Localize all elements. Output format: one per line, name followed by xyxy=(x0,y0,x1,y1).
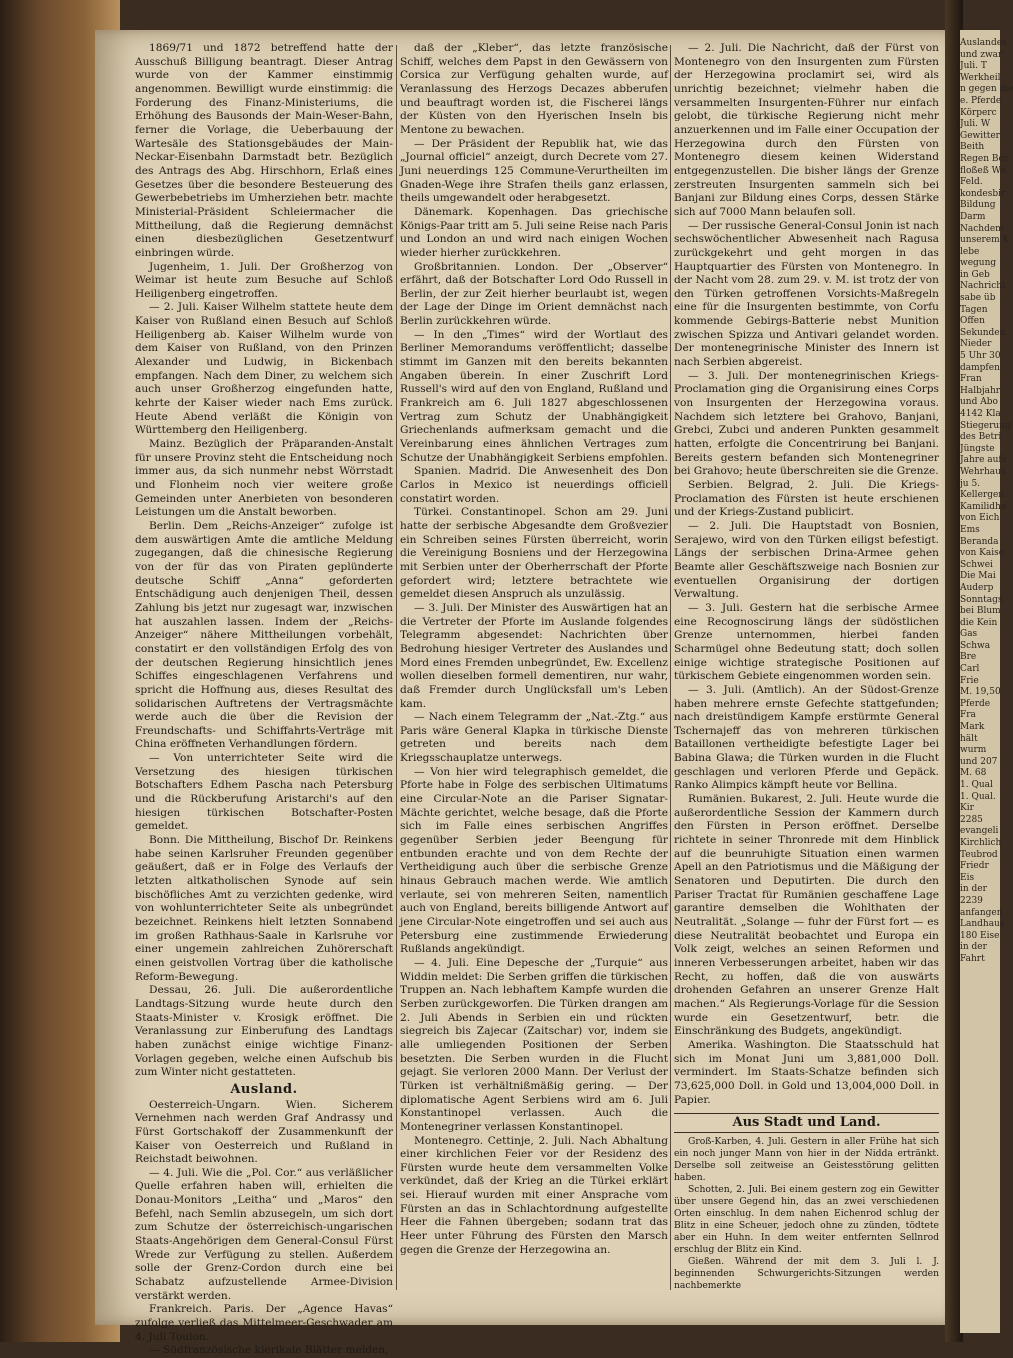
margin-fragment: in der xyxy=(960,884,987,895)
article-paragraph: Türkei. Constantinopel. Schon am 29. Juni hatte der serbische Abgesandte dem Großvezier ein Schreiben seines Fürsten überreicht, worin die Vereinigung Bosniens und der Herzegowina mit Serbien unter der Oberherrschaft der Pforte gefordert wird; letztere betrachtete wie gemeldet diesen Anspruch als unzulässig. xyxy=(400,506,668,601)
article-paragraph: — 4. Juli. Eine Depesche der „Turquie“ aus Widdin meldet: Die Serben griffen die türkischen Truppen an. Nach lebhaftem Kampfe wurden die Serben zurückgeworfen. Die Türken drangen am 2. Juli Abends in Serbien ein und rückten siegreich bis Zajecar (Zaitschar) vor, indem sie alle umliegenden Positionen der Serben besetzten. Die Serben wurden in die Flucht gejagt. Sie verloren 2000 Mann. Der Verlust der Türken ist verhältnißmäßig gering. — Der diplomatische Agent Serbiens wird am 6. Juli Konstantinopel verlassen. Auch die Montenegriner verlassen Konstantinopel. xyxy=(400,956,668,1133)
article-paragraph: Montenegro. Cettinje, 2. Juli. Nach Abhaltung einer kirchlichen Feier vor der Residenz des Fürsten wurde heute dem versammelten Volke verkündet, daß der Krieg an die Türkei erklärt sei. Hierauf wurden mit einer Ansprache vom Fürsten an das in Schlachtordnung aufgestellte Heer die Fahnen übergeben; sodann trat das Heer unter Führung des Fürsten den Marsch gegen die Grenze der Herzegowina an. xyxy=(400,1134,668,1256)
margin-fragment: 2239 xyxy=(960,895,983,906)
column-3 xyxy=(674,42,939,1292)
margin-fragment: von Kaise xyxy=(960,548,1005,559)
margin-fragment: Fra xyxy=(960,710,976,721)
margin-fragment: Landhaus xyxy=(960,919,1005,930)
margin-fragment: Kellergen xyxy=(960,490,1005,501)
margin-fragment: und Abo xyxy=(960,397,998,408)
margin-fragment: Teubrod xyxy=(960,849,998,860)
article-paragraph: Bonn. Die Mittheilung, Bischof Dr. Reinkens habe seinen Karlsruher Freunden gegenüber geäußert, daß er in Folge des Verlaufs der letzten altkatholischen Synode auf sein bischöfliches Amt zu verzichten gedenke, wird von wohlunterrichteter Seite als unbegründet bezeichnet. Reinkens hielt letzten Sonnabend im großen Rathhaus-Saale in Karlsruhe vor einer ungemein zahlreichen Zuhörerschaft einen geistvollen Vortrag über die katholische Reform-Bewegung. xyxy=(135,834,393,983)
margin-fragment: 4142 Kla xyxy=(960,409,1001,419)
margin-fragment: 2285 xyxy=(960,814,983,825)
margin-fragment: Bre xyxy=(960,652,977,663)
article-paragraph: 1869/71 und 1872 betreffend hatte der Ausschuß Billigung beantragt. Dieser Antrag wurde von der Kammer einstimmig angenommen. Bewilligt wurde einstimmig: die Forderung des Finanz-Ministeriums, die Erhöhung des Bausonds der Main-Weser-Bahn, ferner die Vorlage, die Ueberbauung der Wartesäle des Stationsgebäudes der Main-Neckar-Eisenbahn Darmstadt betr. Bezüglich des Antrags des Abg. Hirschhorn, Erlaß eines Gesetzes über die besondere Besteuerung des Gewerbebetriebs im Umherziehen betr. machte Ministerial-Präsident Schleiermacher die Mittheilung, daß die Regierung demnächst einen diesbezüglichen Gesetzentwurf einbringen würde. xyxy=(135,42,393,259)
margin-fragment: kondesbir xyxy=(960,188,1006,199)
article-paragraph: Berlin. Dem „Reichs-Anzeiger“ zufolge ist dem auswärtigen Amte die amtliche Meldung zugegangen, daß die chinesische Regierung von der für das von Piraten geplünderte deutsche Schiff „Anna“ geforderten Entschädigung auch denjenigen Theil, dessen Zahlung bis jetzt nur zugesagt war, inzwischen hat auszahlen lassen. Indem der „Reichs-Anzeiger“ nähere Mittheilungen vorbehält, constatirt er den vollständigen Erfolg des von der deutschen Regierung hinsichtlich jenes Schiffes eingeschlagenen Verfahrens und spricht die Hoffnung aus, dieses Resultat des solidarischen Auftretens der Vertragsmächte werde auch die über die Revision der Freundschafts- und Schiffahrts-Verträge mit China eröffneten Verhandlungen fördern. xyxy=(135,519,393,751)
column-rule xyxy=(670,45,671,1290)
margin-fragment: ju 5. xyxy=(960,478,981,489)
margin-fragment: 1. Qual. xyxy=(960,791,996,802)
margin-fragment: von Eich xyxy=(960,513,1000,524)
margin-fragment: des Betri xyxy=(960,432,1002,443)
article-paragraph: — Der Präsident der Republik hat, wie das „Journal officiel“ anzeigt, durch Decrete vom 27. Juni neuerdings 125 Commune-Verurtheilten im Gnaden-Wege ihre Strafen theils ganz erlassen, theils umgewandelt oder herabgesetzt. xyxy=(400,137,668,205)
margin-fragment: bei Blum xyxy=(960,606,1001,617)
margin-fragment: Frie xyxy=(960,675,979,686)
margin-fragment: Kirchlich xyxy=(960,837,1002,848)
article-paragraph: Mainz. Bezüglich der Präparanden-Anstalt für unsere Provinz steht die Entscheidung noch immer aus, da sich nunmehr nebst Wörrstadt und Flonheim noch vier weitere große Gemeinden unter Anerbieten von besonderen Leistungen um die Anstalt beworben. xyxy=(135,438,393,519)
margin-fragment: Juli. T xyxy=(960,61,987,72)
article-paragraph: — 2. Juli. Die Hauptstadt von Bosnien, Serajewo, wird von den Türken eiligst befestigt. Längs der serbischen Drina-Armee gehen Beamte aller Geschäftszweige nach Bosnien zur eventuellen Organisirung der dortigen Verwaltung. xyxy=(674,519,939,601)
margin-fragment: Auslandes xyxy=(960,38,1007,48)
margin-fragment: dampfen xyxy=(960,362,1000,373)
article-paragraph: Gießen. Während der mit dem 3. Juli l. J. beginnenden Schwurgerichts-Sitzungen werden nachbemerkte xyxy=(674,1255,939,1291)
margin-fragment: Ems xyxy=(960,524,980,535)
margin-fragment: Die Mai xyxy=(960,571,996,582)
margin-fragment: Mark xyxy=(960,722,985,733)
article-paragraph: — 4. Juli. Wie die „Pol. Cor.“ aus verläßlicher Quelle erfahren haben will, erhielten die Donau-Monitors „Leitha“ und „Maros“ den Befehl, nach Semlin abzusegeln, um sich dort zum Schutze der österreichisch-ungarischen Staats-Angehörigen dem General-Consul Fürst Wrede zur Verfügung zu stellen. Außerdem solle der Grenz-Cordon durch eine bei Schabatz aufzustellende Armee-Division verstärkt werden. xyxy=(135,1166,393,1302)
margin-fragment: hält xyxy=(960,733,978,744)
margin-fragment: Friedr xyxy=(960,861,989,872)
margin-fragment: Carl xyxy=(960,664,980,675)
margin-fragment: und zwar xyxy=(960,49,1003,60)
margin-fragment: sabe üb xyxy=(960,293,996,304)
margin-fragment: Gas xyxy=(960,629,978,640)
article-paragraph: — 2. Juli. Die Nachricht, daß der Fürst von Montenegro von den Insurgenten zum Fürsten der Herzegowina proclamirt sei, wird als unrichtig bezeichnet; vielmehr haben die versammelten Insurgenten-Führer nur einfach gelobt, die türkische Regierung nicht mehr anzuerkennen und im Falle einer Occupation der Herzegowina durch den Fürsten von Montenegro diesem keinen Widerstand entgegenzustellen. Die bisher längs der Grenze zerstreuten Insurgenten sammeln sich bei Banjani zur Bildung eines Corps, dessen Stärke sich auf 7000 Mann belaufen soll. xyxy=(674,42,939,218)
margin-fragment: Darm xyxy=(960,211,986,222)
margin-fragment: wurm xyxy=(960,745,987,756)
article-paragraph: — Nach einem Telegramm der „Nat.-Ztg.“ aus Paris wäre General Klapka in türkische Dienste getreten und bereits nach dem Kriegsschauplatze unterwegs. xyxy=(400,711,668,765)
margin-fragment: und 207 xyxy=(960,756,998,767)
margin-fragment: 5 Uhr 30 xyxy=(960,351,1001,362)
margin-fragment: 180 Eise xyxy=(960,930,1000,941)
column-2 xyxy=(400,42,668,1257)
margin-fragment: 1. Qual xyxy=(960,780,993,790)
margin-fragment: Sonntags xyxy=(960,594,1003,605)
margin-fragment: Nieder xyxy=(960,339,992,350)
margin-fragment: Eis xyxy=(960,872,975,883)
margin-fragment: Nachdem xyxy=(960,223,1004,234)
article-paragraph: Groß-Karben, 4. Juli. Gestern in aller Frühe hat sich ein noch junger Mann von hier in der Nidda ertränkt. Derselbe soll zeitweise an Geistesstörung gelitten haben. xyxy=(674,1135,939,1183)
margin-fragment: Körperc xyxy=(960,107,997,118)
margin-fragment: n gegen die xyxy=(960,84,1013,95)
margin-fragment: Bildung xyxy=(960,200,996,211)
margin-fragment: Tagen xyxy=(960,304,988,315)
article-paragraph: — Von unterrichteter Seite wird die Versetzung des hiesigen türkischen Botschafters Edhem Pascha nach Petersburg und die Rückberufung Aristarchi's auf den hiesigen türkischen Botschafter-Posten gemeldet. xyxy=(135,752,393,833)
article-paragraph: — 3. Juli. Gestern hat die serbische Armee eine Recognoscirung längs der südöstlichen Grenze unternommen, hierbei fanden Scharmügel ohne Bedeutung statt; doch sollen einige wichtige strategische Positionen auf türkischem Gebiete eingenommen worden sein. xyxy=(674,601,939,683)
margin-fragment: Fahrt xyxy=(960,953,985,964)
margin-fragment: wegung xyxy=(960,258,997,269)
ausland-heading: Ausland. xyxy=(230,1081,298,1097)
margin-fragment: Feld. xyxy=(960,177,983,188)
column-1 xyxy=(135,42,393,1358)
margin-fragment: Beranda xyxy=(960,536,999,547)
margin-fragment: in Geb xyxy=(960,269,990,280)
article-paragraph: — 3. Juli. Der montenegrinischen Kriegs-Proclamation ging die Organisirung eines Corps von Insurgenten der Herzegowina voraus. Nachdem sich letztere bei Grahovo, Banjani, Grebci, Zubci und anderen Punkten gesammelt hatten, erfolgte die Concentrirung bei Banjani. Bereits gestern befanden sich Montenegriner bei Grahovo; heute überschreiten sie die Grenze. xyxy=(674,369,939,478)
adjacent-page-fragment xyxy=(960,30,1013,1333)
margin-fragment: Jahre aufs xyxy=(960,455,1007,466)
margin-fragment: Beith xyxy=(960,142,985,153)
article-paragraph: Schotten, 2. Juli. Bei einem gestern zog ein Gewitter über unsere Gegend hin, das an zwei verschiedenen Orten einschlug. In dem nahen Eichenrod schlug der Blitz in eine Scheuer, jedoch ohne zu zünden, tödtete aber ein Huhn. In dem weiter entfernten Sellnrod erschlug der Blitz ein Kind. xyxy=(674,1183,939,1255)
article-paragraph: Spanien. Madrid. Die Anwesenheit des Don Carlos in Mexico ist neuerdings officiell constatirt worden. xyxy=(400,465,668,505)
article-paragraph: Dessau, 26. Juli. Die außerordentliche Landtags-Sitzung wurde heute durch den Staats-Minister v. Krosigk eröffnet. Die Veranlassung zur Einberufung des Landtags haben zunächst einige wichtige Finanz-Vorlagen gegeben, welche einen Aufschub bis zum Winter nicht gestatteten. xyxy=(135,984,393,1079)
margin-fragment: Offen xyxy=(960,316,985,327)
margin-fragment: Werkheil. xyxy=(960,72,1004,83)
margin-fragment: Schwa xyxy=(960,640,991,651)
margin-fragment: Sekunden xyxy=(960,327,1006,338)
article-paragraph: Frankreich. Paris. Der „Agence Havas“ zufolge verließ das Mittelmeer-Geschwader am 4. Juli Toulon. xyxy=(135,1303,393,1343)
article-paragraph: Dänemark. Kopenhagen. Das griechische Königs-Paar tritt am 5. Juli seine Reise nach Paris und London an und wird nach einigen Wochen wieder hierher zurückkehren. xyxy=(400,205,668,259)
article-paragraph: — Von hier wird telegraphisch gemeldet, die Pforte habe in Folge des serbischen Ultimatums eine Circular-Note an die Pariser Signatar-Mächte gerichtet, welche besage, daß die Pforte sich im Falle eines serbischen Angriffes gegenüber Serbien jeder Beengung für entbunden erachte und von dem Rechte der Vertheidigung auch über die serbische Grenze hinaus Gebrauch machen werde. Wie amtlich verlaute, sei von mehreren Seiten, namentlich auch von England, bereits billigende Antwort auf jene Circular-Note eingetroffen und sei auch aus Petersburg eine zustimmende Erwiederung Rußlands angekündigt. xyxy=(400,765,668,956)
margin-fragment: die Kein xyxy=(960,617,998,628)
margin-fragment: Schwei xyxy=(960,559,993,570)
margin-fragment: in der xyxy=(960,942,987,953)
margin-fragment: Regen Ber xyxy=(960,153,1009,164)
margin-fragment: unserem K xyxy=(960,235,1010,246)
article-paragraph: Rumänien. Bukarest, 2. Juli. Heute wurde die außerordentliche Session der Kammern durch den Fürsten in Person eröffnet. Derselbe richtete in seiner Thronrede mit dem Hinblick auf die beunruhigte Situation einen warmen Apell an den Patriotismus und die Mäßigung der Senatoren und Deputirten. Die durch den Pariser Tractat für Rumänien geschaffene Lage garantire demselben die Wohlthaten der Neutralität. „Solange — fuhr der Fürst fort — es diese Neutralität beobachtet und Europa ein Volk zeigt, welches an seinen Reformen und inneren Verbesserungen arbeitet, haben wir das Recht, zu hoffen, daß die von auswärts drohenden Gefahren an unserer Grenze Halt machen.“ Als Regierungs-Vorlage für die Session wurde ein Gesetzentwurf, betr. die Einschränkung des Budgets, angekündigt. xyxy=(674,793,939,1038)
article-paragraph: — 3. Juli. (Amtlich). An der Südost-Grenze haben mehrere ernste Gefechte stattgefunden; nach dreistündigem Kampfe erstürmte General Tschernajeff das von mehreren türkischen Bataillonen vertheidigte befestigte Lager bei Babina Glawa; die Türken wurden in die Flucht geschlagen und verloren Pferde und Gepäck. Ranko Alimpics kämpft heute vor Bellina. xyxy=(674,683,939,792)
margin-fragment: M. 68 xyxy=(960,768,987,779)
margin-fragment: Gewitter xyxy=(960,130,1000,141)
article-paragraph: daß der „Kleber“, das letzte französische Schiff, welches dem Papst in den Gewässern von Corsica zur Verfügung gehalten wurde, auf Veranlassung des Herzogs Decazes abberufen und beauftragt worden ist, die Fischerei längs der Küsten von den Hyerischen Inseln bis Mentone zu bewachen. xyxy=(400,42,668,136)
column-rule xyxy=(396,45,397,1290)
margin-fragment: e. Pferde xyxy=(960,95,1002,106)
margin-fragment: evangeli xyxy=(960,826,999,837)
margin-fragment: Fran xyxy=(960,374,982,385)
article-paragraph: — 3. Juli. Der Minister des Auswärtigen hat an die Vertreter der Pforte im Auslande folgendes Telegramm abgesendet: Nachrichten über Bedrohung hiesiger Vertreter des Auslandes und Mord eines Fremden unbegründet, Ew. Excellenz wollen dieselben formell dementiren, nur wahr, daß Fremder durch Unglücksfall um's Leben kam. xyxy=(400,601,668,710)
margin-fragment: floßeß Wo xyxy=(960,165,1006,176)
stadt-und-land-heading: Aus Stadt und Land. xyxy=(674,1113,939,1133)
margin-fragment: M. 19,50 xyxy=(960,687,1001,698)
article-paragraph: — 2. Juli. Kaiser Wilhelm stattete heute dem Kaiser von Rußland einen Besuch auf Schloß Heiligenberg ab. Kaiser Wilhelm wurde von dem Kaiser von Rußland, von den Prinzen Alexander und Ludwig, in Bickenbach empfangen. Nach dem Diner, zu welchem sich auch unser Großherzog eingefunden hatte, kehrte der Kaiser wieder nach Ems zurück. Heute Abend verläßt die Königin von Württemberg den Heiligenberg. xyxy=(135,301,393,437)
margin-fragment: Kamilidhe xyxy=(960,501,1007,512)
article-paragraph: Amerika. Washington. Die Staatsschuld hat sich im Monat Juni um 3,881,000 Doll. vermindert. Im Staats-Schatze befinden sich 73,625,000 Doll. in Gold und 13,004,000 Doll. in Papier. xyxy=(674,1038,939,1106)
article-paragraph: Großbritannien. London. Der „Observer“ erfährt, daß der Botschafter Lord Odo Russell in Berlin, der zur Zeit hierher beurlaubt ist, wegen der Lage der Dinge im Orient demnächst nach Berlin zurückkehren würde. xyxy=(400,260,668,328)
margin-fragment: Kir xyxy=(960,803,974,814)
margin-fragment: Auderp xyxy=(960,582,994,593)
margin-fragment: Nachricht xyxy=(960,281,1006,292)
margin-fragment: Juli. W xyxy=(960,119,991,130)
article-paragraph: — In den „Times“ wird der Wortlaut des Berliner Memorandums veröffentlicht; dasselbe stimmt im Ganzen mit den bereits bekannten Angaben überein. In einer Zuschrift Lord Russell's wird auf den von England, Rußland und Frankreich am 6. Juli 1827 abgeschlossenen Vertrag zum Schutz der Unabhängigkeit Griechenlands aufmerksam gemacht und die Vereinbarung eines ähnlichen Vertrages zum Schutze der Unabhängigkeit Serbiens empfohlen. xyxy=(400,328,668,464)
margin-fragment: Halbjahr xyxy=(960,385,1001,396)
margin-fragment: anfangen xyxy=(960,907,1003,918)
margin-fragment: Stiegerung xyxy=(960,420,1011,431)
margin-fragment: lebe xyxy=(960,246,980,257)
article-paragraph: Jugenheim, 1. Juli. Der Großherzog von Weimar ist heute zum Besuche auf Schloß Heiligenberg eingetroffen. xyxy=(135,260,393,300)
margin-fragment: Jüngste xyxy=(960,443,995,454)
article-paragraph: — Der russische General-Consul Jonin ist nach sechswöchentlicher Abwesenheit nach Ragusa zurückgekehrt und geht morgen in das Hauptquartier des Fürsten von Montenegro. In der Nacht vom 28. zum 29. v. M. ist trotz der von den Türken getroffenen Vorsichts-Maßregeln eine für die Insurgenten bestimmte, von Corfu kommende Gebirgs-Batterie nebst Munition zwischen Spizza und Antivari gelandet worden. Der montenegrinische Minister des Innern ist nach Serbien abgereist. xyxy=(674,219,939,369)
margin-fragment: Pferde xyxy=(960,698,991,709)
article-paragraph: — Südfranzösische klerikale Blätter melden, xyxy=(149,1344,389,1357)
article-paragraph: Serbien. Belgrad, 2. Juli. Die Kriegs-Proclamation des Fürsten ist heute erschienen und der Kriegs-Zustand publicirt. xyxy=(674,479,939,519)
article-paragraph: Oesterreich-Ungarn. Wien. Sicherem Vernehmen nach werden Graf Andrassy und Fürst Gortschakoff der Zusammenkunft der Kaiser von Oesterreich und Rußland in Reichstadt beiwohnen. xyxy=(135,1098,393,1166)
margin-fragment: Wehrhaus xyxy=(960,466,1006,477)
